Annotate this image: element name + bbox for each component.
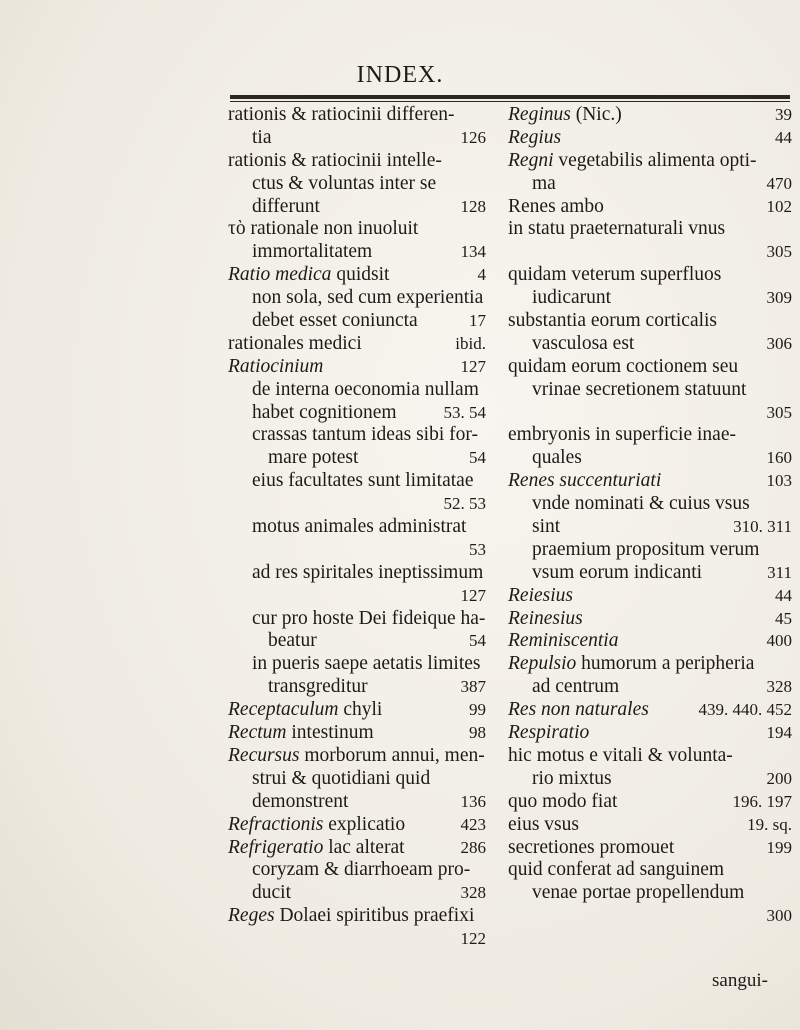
index-entry [508,676,792,699]
entry-text: ma [532,172,556,194]
index-column-left [228,104,486,951]
entry-text: ducit [252,882,291,904]
entry-text [228,814,405,837]
index-entry [228,173,486,196]
entry-text: transgreditur [268,676,368,698]
index-entry [228,493,486,516]
index-entry [508,379,792,402]
entry-rest: lac alterat [323,836,405,858]
index-entry [228,676,486,699]
index-entry [228,127,486,150]
entry-text: ctus & voluntas inter se [252,172,437,194]
index-entry [508,768,792,791]
entry-text: venae portae propellendum [532,882,745,904]
entry-text: Renes succenturiati [508,470,662,492]
page-reference: 102 [766,196,792,216]
index-entry [508,402,792,425]
index-entry [508,745,792,768]
page-reference: 328 [766,677,792,697]
entry-text [228,745,485,768]
page-reference: 39 [775,105,792,124]
page-reference: 387 [460,677,486,697]
index-entry [508,356,792,379]
index-entry [228,539,486,562]
entry-text: quales [532,447,582,469]
page-reference: 439. 440. 452 [698,700,792,720]
page-reference: 160 [766,448,792,468]
page-reference: 400 [766,631,792,651]
index-entry [228,882,486,905]
index-entry [508,127,792,150]
page-reference: 127 [460,356,486,376]
index-entry [508,310,792,333]
entry-headword: Ratio medica [228,264,332,286]
entry-headword: Reginus [508,104,571,125]
page-reference: 305 [766,402,792,422]
entry-text: quidam veterum superfluos [508,264,722,286]
index-entry [508,173,792,196]
index-entry [228,356,486,379]
entry-text: Reiesius [508,584,573,606]
index-entry [228,562,486,585]
index-entry [228,630,486,653]
entry-rest: humorum a peripheria [576,653,755,675]
index-entry [508,333,792,356]
index-entry [228,608,486,631]
entry-text: quo modo fiat [508,790,618,812]
entry-text: rationis & ratiocinii intelle- [228,149,442,171]
index-entry [228,333,486,356]
page-reference: 311 [767,562,792,582]
catchword: sangui- [712,970,768,991]
index-entry [228,104,486,127]
entry-text: vasculosa est [532,332,635,354]
entry-text: in statu praeternaturali vnus [508,218,726,240]
page-reference: 470 [766,173,792,193]
entry-text [228,264,389,287]
index-entry [508,653,792,676]
index-entry [228,402,486,425]
index-entry [508,287,792,310]
entry-headword: Recursus [228,744,300,766]
entry-text: hic motus e vitali & volunta- [508,744,733,766]
entry-text [228,722,374,745]
entry-text: differunt [252,195,320,217]
index-entry [508,104,792,127]
index-entry [228,310,486,333]
page-reference: 44 [775,585,792,605]
entry-text: praemium propositum verum [532,538,760,560]
entry-text: Renes ambo [508,195,604,217]
entry-text: iudicarunt [532,287,612,309]
entry-text: Respiratio [508,722,590,744]
entry-text: strui & quotidiani quid [252,767,431,789]
entry-text [228,837,405,860]
header-rule [230,95,790,99]
page-reference: 54 [469,448,486,468]
index-entry [228,264,486,287]
entry-text: motus animales administrat [252,516,467,538]
entry-rest: intestinum [286,722,374,744]
index-entry [508,722,792,745]
entry-headword: Refrigeratio [228,836,324,858]
index-entry [228,516,486,539]
entry-text [508,150,757,173]
entry-text: immortalitatem [252,241,373,263]
index-entry [508,196,792,219]
entry-text [508,653,754,676]
entry-text: Reminiscentia [508,630,619,652]
page-reference: 306 [766,333,792,353]
page-reference: 305 [766,242,792,262]
index-entry [508,447,792,470]
index-entry [228,859,486,882]
header-rule-thin [230,101,790,102]
page-reference: 128 [460,196,486,216]
entry-text: vnde nominati & cuius vsus [532,493,750,515]
entry-headword: Repulsio [508,653,577,675]
entry-rest: vegetabilis alimenta opti- [553,149,757,171]
page-reference: 126 [460,127,486,147]
page-reference: 310. 311 [733,517,792,537]
index-entry [228,905,486,928]
entry-text: beatur [268,630,317,652]
entry-text: quid conferat ad sanguinem [508,859,725,881]
page-reference: 44 [775,127,792,147]
entry-text: Reinesius [508,607,583,629]
index-entry [508,699,792,722]
entry-text: embryonis in superficie inae- [508,424,736,446]
entry-text: vrinae secretionem statuunt [532,378,747,400]
entry-text: rationales medici [228,332,362,354]
index-entry [228,379,486,402]
page-reference: 54 [469,631,486,651]
index-entry [508,791,792,814]
index-entry [508,539,792,562]
entry-text: rio mixtus [532,767,612,789]
page-reference: 4 [477,265,486,285]
page-reference: 199 [766,837,792,857]
entry-rest: morborum annui, men- [299,744,485,766]
page-reference: ibid. [455,333,486,353]
index-entry [508,814,792,837]
entry-text: tia [252,126,272,148]
page-header: INDEX. [356,62,444,88]
index-entry [508,424,792,447]
entry-text: ad centrum [532,676,620,698]
page-reference: 98 [469,723,486,743]
page-reference: 122 [460,929,486,949]
page-reference: 45 [775,608,792,628]
index-entry [508,630,792,653]
index-entry [228,150,486,173]
entry-text: Ratiocinium [228,355,324,377]
index-entry [508,264,792,287]
entry-text: secretiones promouet [508,836,675,858]
index-entry [508,241,792,264]
index-entry [228,699,486,722]
index-entry [228,470,486,493]
entry-text [228,905,474,928]
entry-rest: explicatio [323,813,406,835]
entry-text: vsum eorum indicanti [532,561,703,583]
page-reference: 52. 53 [443,494,486,514]
entry-text: debet esset coniuncta [252,310,418,332]
index-column-right [508,104,792,928]
entry-text: coryzam & diarrhoeam pro- [252,859,471,881]
index-entry [508,882,792,905]
entry-text: ad res spiritales ineptissimum [252,561,484,583]
entry-text: Regius [508,126,562,148]
entry-headword: Receptaculum [228,699,339,721]
index-entry [228,241,486,264]
index-entry [508,470,792,493]
page-reference: 19. sq. [747,814,792,834]
page-reference: 134 [460,242,486,262]
page-reference: 103 [766,471,792,491]
index-entry [228,768,486,791]
page-reference: 136 [460,791,486,811]
entry-rest: Dolaei spiritibus praefixi [274,905,475,927]
page-reference: 200 [766,768,792,788]
entry-text: τὸ rationale non inuoluit [228,218,419,240]
page-reference: 17 [469,311,486,331]
page-reference: 196. 197 [732,791,792,811]
page-reference: 194 [766,723,792,743]
page-reference: 309 [766,288,792,308]
entry-text: eius facultates sunt limitatae [252,470,474,492]
entry-text [508,104,622,127]
entry-text: substantia eorum corticalis [508,310,718,332]
index-entry [228,424,486,447]
entry-rest: quidsit [331,264,390,286]
index-entry [508,218,792,241]
entry-text: quidam eorum coctionem seu [508,355,739,377]
entry-text: mare potest [268,447,359,469]
index-entry [228,722,486,745]
index-entry [228,814,486,837]
page-reference: 99 [469,700,486,720]
page-reference: 328 [460,883,486,903]
index-entry [228,447,486,470]
entry-text: non sola, sed cum experientia [252,287,484,309]
index-entry [508,585,792,608]
index-entry [508,905,792,928]
index-entry [508,150,792,173]
entry-rest: chyli [338,699,383,721]
entry-text: rationis & ratiocinii differen- [228,104,455,125]
entry-headword: Reges [228,905,275,927]
index-entry [228,837,486,860]
page-reference: 423 [460,814,486,834]
entry-headword: Rectum [228,722,287,744]
entry-text: Res non naturales [508,699,649,721]
entry-text: cur pro hoste Dei fideique ha- [252,607,486,629]
entry-headword: Regni [508,149,554,171]
index-entry [508,493,792,516]
index-entry [228,745,486,768]
index-entry [228,653,486,676]
index-entry [228,196,486,219]
entry-text: de interna oeconomia nullam [252,378,479,400]
entry-text: demonstrent [252,790,349,812]
page-reference: 286 [460,837,486,857]
index-entry [228,791,486,814]
index-entry [508,562,792,585]
page-reference: 300 [766,906,792,926]
entry-text [228,699,382,722]
entry-text: in pueris saepe aetatis limites [252,653,481,675]
index-entry [508,837,792,860]
index-entry [228,287,486,310]
index-entry [508,608,792,631]
index-entry [228,585,486,608]
index-entry [228,928,486,951]
entry-text: sint [532,516,561,538]
index-entry [508,859,792,882]
entry-rest: (Nic.) [570,104,622,125]
entry-headword: Refractionis [228,813,324,835]
page-reference: 127 [460,585,486,605]
entry-text: eius vsus [508,813,579,835]
page-reference: 53 [469,539,486,559]
index-entry [228,218,486,241]
entry-text: habet cognitionem [252,401,397,423]
index-entry [508,516,792,539]
page-reference: 53. 54 [443,402,486,422]
entry-text: crassas tantum ideas sibi for- [252,424,478,446]
